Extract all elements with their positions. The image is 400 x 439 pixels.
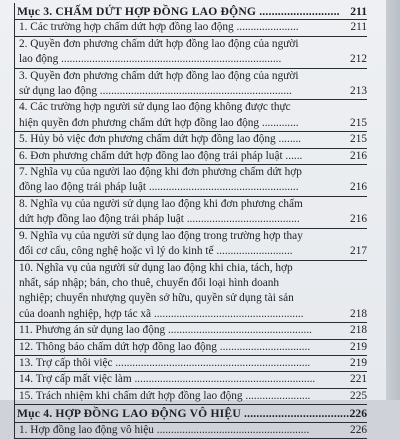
toc-page-number: 226 <box>349 407 367 421</box>
toc-page-number: 216 <box>350 213 367 226</box>
toc-page-number: 218 <box>350 307 367 320</box>
toc-entry-line: 4. Các trường hợp người sử dụng lao động không được thực <box>19 101 291 114</box>
toc-page-number: 219 <box>350 340 367 353</box>
toc-entry-title <box>15 389 367 404</box>
toc-entry-title <box>15 323 367 338</box>
toc-entry <box>15 100 367 132</box>
toc-entry <box>15 323 367 339</box>
toc-entry-line: 11. Phương án sử dụng lao động ................................................... <box>19 324 313 337</box>
toc-entry <box>15 69 367 101</box>
toc-entry-title <box>15 423 367 438</box>
toc-entry-line: 1. Các trường hợp chấm dứt hợp đồng lao động ...................... <box>19 21 299 34</box>
toc-entry <box>15 372 367 388</box>
toc-entry-line: 3. Quyền đơn phương chấm dứt hợp đồng lao động của người <box>19 69 299 82</box>
toc-entry-title <box>15 132 367 147</box>
toc-page-number: 211 <box>350 5 367 18</box>
toc-page-number: 217 <box>350 245 367 258</box>
page-edge <box>386 0 400 400</box>
toc-page-number: 212 <box>350 53 367 66</box>
toc-entry-line: 9. Nghĩa vụ của người sử dụng lao động trong trường hợp thay <box>19 229 303 242</box>
toc-page-number: 219 <box>350 356 367 369</box>
toc-entry-title <box>15 229 367 260</box>
toc-page-number: 213 <box>350 85 367 98</box>
toc-entry-title <box>15 149 367 164</box>
toc-entry-line: 7. Nghĩa vụ của người lao động khi đơn phương chấm dứt hợp <box>19 166 302 179</box>
toc-entry <box>15 356 367 372</box>
toc-entry <box>15 229 367 261</box>
toc-entry-line: của doanh nghiệp, hợp tác xã ..................................................... <box>19 307 304 320</box>
toc-page-number: 218 <box>350 324 367 337</box>
toc-entry-title <box>15 406 367 421</box>
toc-entry <box>15 37 367 69</box>
toc-entry-title <box>15 340 367 355</box>
toc-entry <box>15 340 367 356</box>
toc-entry-line: đổi cơ cấu, công nghệ hoặc vì lý do kinh tế ........................... <box>19 245 293 258</box>
toc-entry-title <box>15 372 367 387</box>
toc-entry-line: nghiệp; chuyển nhượng quyền sở hữu, quyền sử dụng tài sản <box>19 292 294 305</box>
toc-entry-line: 1. Hợp đồng lao động vô hiệu ...................................................... <box>19 423 310 436</box>
toc-entry-line: nhất, sáp nhập; bán, cho thuê, chuyển đổi loại hình doanh <box>19 276 280 289</box>
toc-entry-title <box>15 69 367 100</box>
toc-page-number: 221 <box>350 373 367 386</box>
toc-page-number: 225 <box>350 389 367 402</box>
toc-entry-title <box>15 20 367 35</box>
toc-section-heading <box>15 405 367 422</box>
toc-entry-line: Mục 4. HỢP ĐỒNG LAO ĐỘNG VÔ HIỆU ................................... <box>17 407 353 421</box>
toc-entry <box>15 389 367 405</box>
toc-entry-title <box>15 165 367 196</box>
toc-section-heading <box>15 3 367 20</box>
toc-page-number: 216 <box>350 149 367 162</box>
toc-entry-title <box>15 100 367 131</box>
toc-entry-line: dứt hợp đồng lao động trái pháp luật ........................................ <box>19 213 300 226</box>
table-of-contents <box>14 3 367 439</box>
toc-page-number: 215 <box>350 133 367 146</box>
toc-page-number: 211 <box>350 21 367 34</box>
toc-entry-line: 14. Trợ cấp mất việc làm ................................................................ <box>19 373 316 386</box>
toc-entry-title <box>15 197 367 228</box>
toc-entry <box>15 261 367 324</box>
toc-entry-line: hiện quyền đơn phương chấm dứt hợp đồng lao động ............. <box>19 116 299 129</box>
toc-entry-line: 13. Trợ cấp thôi việc ..................................................................... <box>19 356 311 369</box>
toc-entry-line: đồng lao động trái pháp luật ..................................................... <box>19 181 299 194</box>
toc-entry <box>15 149 367 165</box>
toc-entry-line: 15. Trách nhiệm khi chấm dứt hợp đồng lao động ....................... <box>19 389 311 402</box>
toc-entry <box>15 20 367 36</box>
toc-entry <box>15 197 367 229</box>
toc-entry-title <box>15 356 367 371</box>
toc-entry-title <box>15 261 367 323</box>
toc-page-number: 215 <box>350 116 367 129</box>
toc-entry <box>15 423 367 439</box>
toc-entry-title <box>15 4 367 19</box>
toc-page-number: 226 <box>350 423 367 436</box>
toc-entry-line: 8. Nghĩa vụ của người sử dụng lao động khi đơn phương chấm <box>19 197 303 210</box>
toc-entry-line: 5. Hủy bỏ việc đơn phương chấm dứt hợp đồng lao động ........ <box>19 133 302 146</box>
toc-entry <box>15 132 367 148</box>
toc-entry-line: 12. Thông báo chấm dứt hợp đồng lao động ................................ <box>19 340 311 353</box>
toc-entry <box>15 165 367 197</box>
toc-page-number: 216 <box>350 181 367 194</box>
toc-entry-line: Mục 3. CHẤM DỨT HỢP ĐỒNG LAO ĐỘNG .......................... <box>17 5 340 18</box>
toc-entry-title <box>15 37 367 68</box>
toc-entry-line: sử dụng lao động .................................................................... <box>19 85 292 98</box>
toc-entry-line: 2. Quyền đơn phương chấm dứt hợp đồng lao động của người <box>19 37 299 50</box>
toc-entry-line: 6. Đơn phương chấm dứt hợp đồng lao động trái pháp luật ...... <box>19 149 303 162</box>
toc-entry-line: 10. Nghĩa vụ của người sử dụng lao động khi chia, tách, hợp <box>19 261 293 274</box>
toc-entry-line: lao động .............................................................................. <box>19 53 282 66</box>
